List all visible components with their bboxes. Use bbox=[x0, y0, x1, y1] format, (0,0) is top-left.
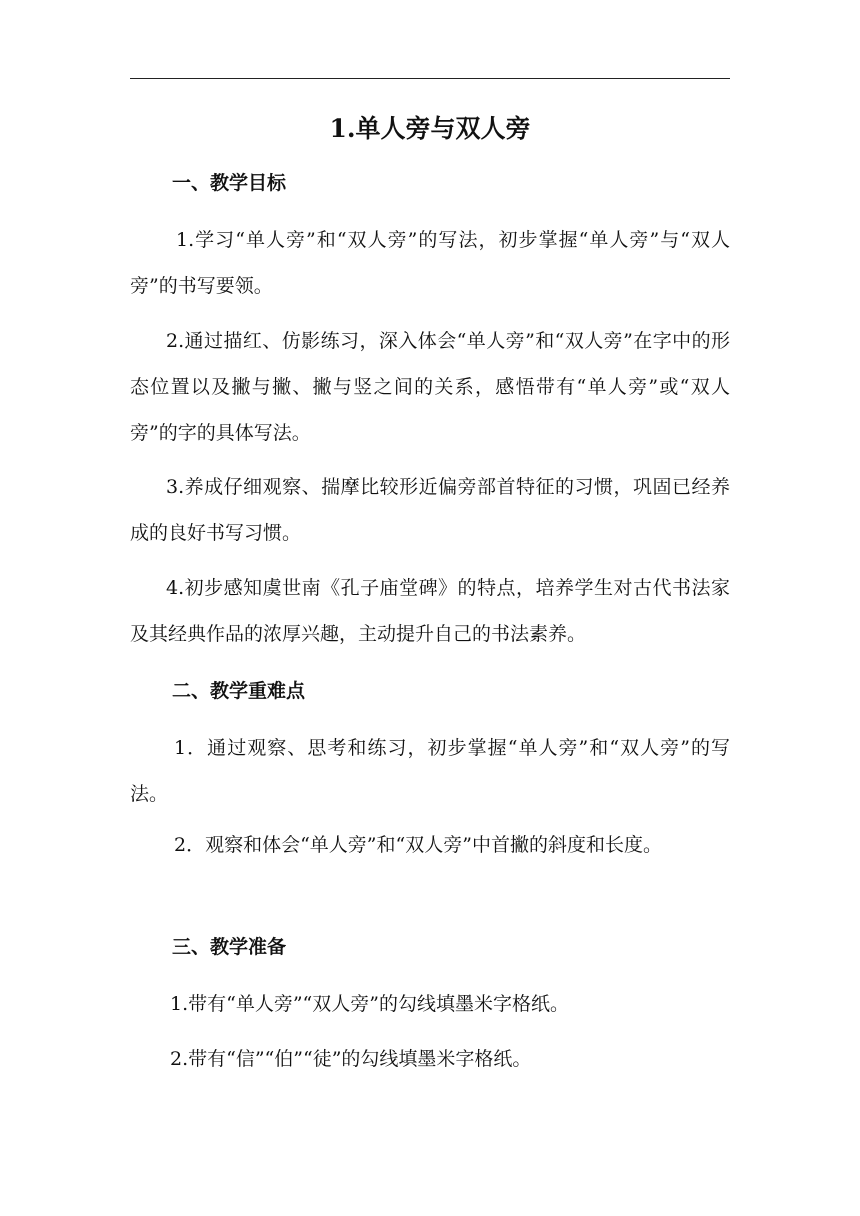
preparation-item-1: 1.带有“单人旁”“双人旁”的勾线填墨米字格纸。 bbox=[170, 993, 569, 1015]
key-point-item-1: 1．通过观察、思考和练习，初步掌握“单人旁”和“双人旁”的写法。 bbox=[130, 737, 730, 805]
objective-item-4: 4.初步感知虞世南《孔子庙堂碑》的特点，培养学生对古代书法家及其经典作品的浓厚兴趣，主动提升自己的书法素养。 bbox=[130, 577, 730, 645]
objective-item-3: 3.养成仔细观察、揣摩比较形近偏旁部首特征的习惯，巩固已经养成的良好书写习惯。 bbox=[130, 476, 730, 544]
objective-item-2: 2.通过描红、仿影练习，深入体会“单人旁”和“双人旁”在字中的形态位置以及撇与撇、撇与竖之间的关系，感悟带有“单人旁”或“双人旁”的字的具体写法。 bbox=[130, 330, 730, 444]
preparation-item-2: 2.带有“信”“伯”“徒”的勾线填墨米字格纸。 bbox=[170, 1048, 532, 1070]
document-title: 1.单人旁与双人旁 bbox=[329, 114, 531, 143]
key-point-item-2: 2．观察和体会“单人旁”和“双人旁”中首撇的斜度和长度。 bbox=[174, 834, 662, 856]
section-heading-objectives: 一、教学目标 bbox=[172, 172, 287, 194]
section-heading-key-points: 二、教学重难点 bbox=[172, 680, 306, 702]
objective-item-1: 1.学习“单人旁”和“双人旁”的写法，初步掌握“单人旁”与“双人旁”的书写要领。 bbox=[130, 229, 730, 297]
header-rule bbox=[130, 78, 730, 79]
section-heading-preparation: 三、教学准备 bbox=[172, 936, 287, 958]
